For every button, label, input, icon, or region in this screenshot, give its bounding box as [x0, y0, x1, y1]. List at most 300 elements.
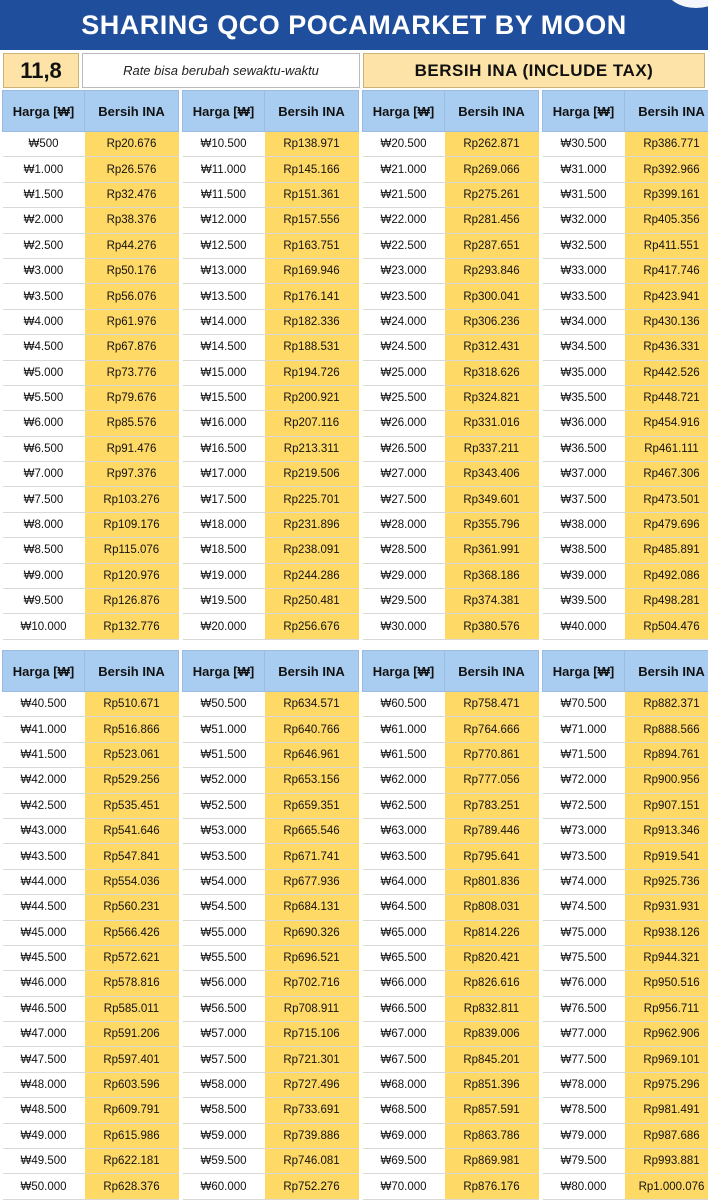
idr-column-header: Bersih INA [625, 651, 708, 692]
krw-column-header: Harga [₩] [183, 91, 265, 132]
table-row [3, 563, 179, 588]
krw-column-header: Harga [₩] [183, 651, 265, 692]
idr-price-cell: Rp733.691 [265, 1098, 359, 1123]
tax-label: BERSIH INA (INCLUDE TAX) [363, 53, 705, 88]
table-row [363, 284, 539, 309]
idr-column-header: Bersih INA [85, 91, 179, 132]
krw-price-cell: ₩29.000 [363, 563, 445, 588]
idr-price-cell: Rp250.481 [265, 589, 359, 614]
table-row [183, 768, 359, 793]
idr-price-cell: Rp188.531 [265, 335, 359, 360]
table-row [183, 335, 359, 360]
table-row [543, 920, 708, 945]
idr-price-cell: Rp690.326 [265, 920, 359, 945]
idr-price-cell: Rp103.276 [85, 487, 179, 512]
krw-price-cell: ₩48.000 [3, 1072, 85, 1097]
table-row [363, 309, 539, 334]
idr-price-cell: Rp85.576 [85, 411, 179, 436]
krw-price-cell: ₩64.500 [363, 895, 445, 920]
table-row [543, 869, 708, 894]
idr-price-cell: Rp281.456 [445, 208, 539, 233]
table-row [183, 233, 359, 258]
idr-price-cell: Rp882.371 [625, 692, 708, 717]
idr-price-cell: Rp894.761 [625, 742, 708, 767]
table-row [3, 1072, 179, 1097]
table-row [3, 132, 179, 157]
idr-price-cell: Rp115.076 [85, 538, 179, 563]
krw-price-cell: ₩14.000 [183, 309, 265, 334]
idr-price-cell: Rp411.551 [625, 233, 708, 258]
krw-price-cell: ₩36.500 [543, 436, 625, 461]
krw-price-cell: ₩40.500 [3, 692, 85, 717]
krw-price-cell: ₩17.500 [183, 487, 265, 512]
table-row [543, 1098, 708, 1123]
idr-price-cell: Rp479.696 [625, 512, 708, 537]
krw-price-cell: ₩31.500 [543, 182, 625, 207]
krw-price-cell: ₩63.000 [363, 818, 445, 843]
idr-price-cell: Rp950.516 [625, 971, 708, 996]
krw-price-cell: ₩78.500 [543, 1098, 625, 1123]
krw-price-cell: ₩50.500 [183, 692, 265, 717]
table-row [3, 768, 179, 793]
krw-price-cell: ₩41.500 [3, 742, 85, 767]
idr-price-cell: Rp900.956 [625, 768, 708, 793]
table-row [183, 793, 359, 818]
table-row [363, 132, 539, 157]
table-row [543, 436, 708, 461]
table-row [363, 945, 539, 970]
idr-price-cell: Rp79.676 [85, 385, 179, 410]
idr-price-cell: Rp572.621 [85, 945, 179, 970]
table-row [183, 309, 359, 334]
table-row [3, 920, 179, 945]
idr-price-cell: Rp770.861 [445, 742, 539, 767]
idr-price-cell: Rp337.211 [445, 436, 539, 461]
table-row [183, 132, 359, 157]
table-row [363, 589, 539, 614]
table-row [543, 284, 708, 309]
krw-price-cell: ₩4.500 [3, 335, 85, 360]
krw-price-cell: ₩79.000 [543, 1123, 625, 1148]
krw-price-cell: ₩8.500 [3, 538, 85, 563]
idr-price-cell: Rp293.846 [445, 258, 539, 283]
idr-price-cell: Rp876.176 [445, 1174, 539, 1199]
idr-price-cell: Rp640.766 [265, 717, 359, 742]
price-table [2, 650, 179, 1200]
table-row [363, 768, 539, 793]
idr-price-cell: Rp851.396 [445, 1072, 539, 1097]
krw-price-cell: ₩72.500 [543, 793, 625, 818]
krw-column-header: Harga [₩] [3, 651, 85, 692]
krw-price-cell: ₩13.000 [183, 258, 265, 283]
table-row [183, 436, 359, 461]
idr-column-header: Bersih INA [265, 91, 359, 132]
krw-price-cell: ₩48.500 [3, 1098, 85, 1123]
table-row [363, 614, 539, 639]
table-row [543, 768, 708, 793]
idr-price-cell: Rp628.376 [85, 1174, 179, 1199]
table-row [183, 411, 359, 436]
table-row [3, 309, 179, 334]
idr-price-cell: Rp684.131 [265, 895, 359, 920]
idr-price-cell: Rp504.476 [625, 614, 708, 639]
table-row [543, 182, 708, 207]
idr-price-cell: Rp746.081 [265, 1149, 359, 1174]
idr-price-cell: Rp566.426 [85, 920, 179, 945]
krw-price-cell: ₩5.500 [3, 385, 85, 410]
krw-price-cell: ₩20.000 [183, 614, 265, 639]
krw-price-cell: ₩60.500 [363, 692, 445, 717]
krw-price-cell: ₩21.000 [363, 157, 445, 182]
idr-price-cell: Rp752.276 [265, 1174, 359, 1199]
krw-price-cell: ₩26.000 [363, 411, 445, 436]
idr-price-cell: Rp615.986 [85, 1123, 179, 1148]
idr-price-cell: Rp634.571 [265, 692, 359, 717]
krw-price-cell: ₩70.500 [543, 692, 625, 717]
table-row [543, 309, 708, 334]
krw-price-cell: ₩25.000 [363, 360, 445, 385]
krw-price-cell: ₩12.500 [183, 233, 265, 258]
idr-price-cell: Rp510.671 [85, 692, 179, 717]
idr-price-cell: Rp975.296 [625, 1072, 708, 1097]
krw-price-cell: ₩53.500 [183, 844, 265, 869]
idr-price-cell: Rp145.166 [265, 157, 359, 182]
price-table [182, 90, 359, 640]
idr-price-cell: Rp863.786 [445, 1123, 539, 1148]
idr-price-cell: Rp962.906 [625, 1022, 708, 1047]
krw-price-cell: ₩49.500 [3, 1149, 85, 1174]
idr-price-cell: Rp32.476 [85, 182, 179, 207]
idr-price-cell: Rp26.576 [85, 157, 179, 182]
idr-price-cell: Rp275.261 [445, 182, 539, 207]
krw-price-cell: ₩14.500 [183, 335, 265, 360]
idr-price-cell: Rp306.236 [445, 309, 539, 334]
krw-price-cell: ₩18.500 [183, 538, 265, 563]
krw-price-cell: ₩67.000 [363, 1022, 445, 1047]
krw-price-cell: ₩76.500 [543, 996, 625, 1021]
idr-price-cell: Rp120.976 [85, 563, 179, 588]
table-row [543, 692, 708, 717]
idr-price-cell: Rp318.626 [445, 360, 539, 385]
idr-price-cell: Rp739.886 [265, 1123, 359, 1148]
krw-price-cell: ₩39.000 [543, 563, 625, 588]
krw-price-cell: ₩22.500 [363, 233, 445, 258]
page-title: SHARING QCO POCAMARKET BY MOON [0, 0, 708, 50]
krw-price-cell: ₩66.000 [363, 971, 445, 996]
table-row [3, 233, 179, 258]
krw-price-cell: ₩72.000 [543, 768, 625, 793]
table-row [363, 1149, 539, 1174]
krw-price-cell: ₩79.500 [543, 1149, 625, 1174]
krw-price-cell: ₩32.000 [543, 208, 625, 233]
table-row [3, 717, 179, 742]
krw-price-cell: ₩53.000 [183, 818, 265, 843]
krw-price-cell: ₩65.000 [363, 920, 445, 945]
idr-price-cell: Rp380.576 [445, 614, 539, 639]
krw-price-cell: ₩58.500 [183, 1098, 265, 1123]
krw-price-cell: ₩80.000 [543, 1174, 625, 1199]
table-row [543, 945, 708, 970]
table-row [363, 920, 539, 945]
table-row [3, 1123, 179, 1148]
idr-price-cell: Rp913.346 [625, 818, 708, 843]
idr-price-cell: Rp554.036 [85, 869, 179, 894]
idr-price-cell: Rp448.721 [625, 385, 708, 410]
krw-price-cell: ₩55.000 [183, 920, 265, 945]
price-table [542, 650, 708, 1200]
idr-price-cell: Rp820.421 [445, 945, 539, 970]
table-row [183, 589, 359, 614]
table-row [543, 1022, 708, 1047]
krw-price-cell: ₩42.000 [3, 768, 85, 793]
table-row [363, 742, 539, 767]
krw-price-cell: ₩57.000 [183, 1022, 265, 1047]
table-row [543, 895, 708, 920]
table-row [543, 157, 708, 182]
table-row [363, 869, 539, 894]
table-row [543, 1072, 708, 1097]
krw-price-cell: ₩75.500 [543, 945, 625, 970]
table-row [183, 1022, 359, 1047]
idr-price-cell: Rp73.776 [85, 360, 179, 385]
idr-column-header: Bersih INA [445, 91, 539, 132]
krw-price-cell: ₩45.000 [3, 920, 85, 945]
idr-price-cell: Rp646.961 [265, 742, 359, 767]
krw-price-cell: ₩2.500 [3, 233, 85, 258]
krw-price-cell: ₩71.500 [543, 742, 625, 767]
idr-price-cell: Rp430.136 [625, 309, 708, 334]
idr-price-cell: Rp50.176 [85, 258, 179, 283]
idr-price-cell: Rp523.061 [85, 742, 179, 767]
idr-price-cell: Rp138.971 [265, 132, 359, 157]
table-row [183, 1072, 359, 1097]
krw-price-cell: ₩10.000 [3, 614, 85, 639]
krw-column-header: Harga [₩] [363, 651, 445, 692]
idr-price-cell: Rp609.791 [85, 1098, 179, 1123]
table-row [543, 971, 708, 996]
krw-price-cell: ₩10.500 [183, 132, 265, 157]
idr-price-cell: Rp44.276 [85, 233, 179, 258]
idr-price-cell: Rp176.141 [265, 284, 359, 309]
krw-price-cell: ₩73.000 [543, 818, 625, 843]
krw-price-cell: ₩52.500 [183, 793, 265, 818]
idr-price-cell: Rp132.776 [85, 614, 179, 639]
krw-price-cell: ₩74.000 [543, 869, 625, 894]
table-row [183, 971, 359, 996]
table-row [183, 512, 359, 537]
idr-price-cell: Rp529.256 [85, 768, 179, 793]
table-row [183, 1047, 359, 1072]
idr-price-cell: Rp931.931 [625, 895, 708, 920]
table-row [543, 742, 708, 767]
idr-price-cell: Rp585.011 [85, 996, 179, 1021]
krw-price-cell: ₩54.500 [183, 895, 265, 920]
table-row [363, 793, 539, 818]
price-table [362, 90, 539, 640]
idr-price-cell: Rp721.301 [265, 1047, 359, 1072]
idr-price-cell: Rp194.726 [265, 360, 359, 385]
krw-price-cell: ₩15.500 [183, 385, 265, 410]
krw-price-cell: ₩59.000 [183, 1123, 265, 1148]
idr-price-cell: Rp498.281 [625, 589, 708, 614]
krw-price-cell: ₩1.000 [3, 157, 85, 182]
krw-price-cell: ₩70.000 [363, 1174, 445, 1199]
krw-price-cell: ₩16.000 [183, 411, 265, 436]
krw-price-cell: ₩33.500 [543, 284, 625, 309]
krw-price-cell: ₩23.000 [363, 258, 445, 283]
krw-price-cell: ₩77.500 [543, 1047, 625, 1072]
krw-price-cell: ₩34.500 [543, 335, 625, 360]
krw-price-cell: ₩3.500 [3, 284, 85, 309]
table-row [3, 1098, 179, 1123]
table-row [543, 563, 708, 588]
idr-price-cell: Rp213.311 [265, 436, 359, 461]
table-row [363, 208, 539, 233]
table-row [363, 233, 539, 258]
table-row [543, 360, 708, 385]
table-row [363, 538, 539, 563]
idr-price-cell: Rp696.521 [265, 945, 359, 970]
table-row [543, 512, 708, 537]
idr-price-cell: Rp622.181 [85, 1149, 179, 1174]
table-row [183, 462, 359, 487]
idr-price-cell: Rp944.321 [625, 945, 708, 970]
table-row [363, 411, 539, 436]
table-row [3, 487, 179, 512]
idr-price-cell: Rp485.891 [625, 538, 708, 563]
krw-price-cell: ₩62.000 [363, 768, 445, 793]
table-row [183, 385, 359, 410]
idr-price-cell: Rp888.566 [625, 717, 708, 742]
idr-price-cell: Rp783.251 [445, 793, 539, 818]
idr-price-cell: Rp677.936 [265, 869, 359, 894]
table-row [363, 385, 539, 410]
krw-price-cell: ₩45.500 [3, 945, 85, 970]
table-row [3, 1174, 179, 1199]
krw-price-cell: ₩73.500 [543, 844, 625, 869]
idr-price-cell: Rp163.751 [265, 233, 359, 258]
table-row [363, 1098, 539, 1123]
table-row [3, 945, 179, 970]
krw-price-cell: ₩20.500 [363, 132, 445, 157]
krw-price-cell: ₩39.500 [543, 589, 625, 614]
idr-price-cell: Rp869.981 [445, 1149, 539, 1174]
table-row [363, 563, 539, 588]
table-row [3, 614, 179, 639]
krw-price-cell: ₩77.000 [543, 1022, 625, 1047]
krw-price-cell: ₩68.500 [363, 1098, 445, 1123]
krw-price-cell: ₩51.000 [183, 717, 265, 742]
idr-price-cell: Rp151.361 [265, 182, 359, 207]
krw-price-cell: ₩16.500 [183, 436, 265, 461]
price-table [182, 650, 359, 1200]
idr-price-cell: Rp405.356 [625, 208, 708, 233]
krw-price-cell: ₩43.000 [3, 818, 85, 843]
idr-price-cell: Rp671.741 [265, 844, 359, 869]
table-row [3, 971, 179, 996]
krw-price-cell: ₩9.500 [3, 589, 85, 614]
idr-price-cell: Rp845.201 [445, 1047, 539, 1072]
krw-price-cell: ₩23.500 [363, 284, 445, 309]
krw-price-cell: ₩27.000 [363, 462, 445, 487]
krw-price-cell: ₩12.000 [183, 208, 265, 233]
table-row [3, 844, 179, 869]
table-row [183, 742, 359, 767]
table-row [3, 385, 179, 410]
idr-price-cell: Rp702.716 [265, 971, 359, 996]
krw-price-cell: ₩47.000 [3, 1022, 85, 1047]
krw-price-cell: ₩18.000 [183, 512, 265, 537]
idr-column-header: Bersih INA [85, 651, 179, 692]
krw-price-cell: ₩69.000 [363, 1123, 445, 1148]
table-row [183, 844, 359, 869]
table-row [3, 692, 179, 717]
idr-price-cell: Rp473.501 [625, 487, 708, 512]
idr-column-header: Bersih INA [265, 651, 359, 692]
krw-column-header: Harga [₩] [543, 651, 625, 692]
krw-price-cell: ₩61.500 [363, 742, 445, 767]
table-row [183, 284, 359, 309]
krw-price-cell: ₩28.000 [363, 512, 445, 537]
idr-price-cell: Rp560.231 [85, 895, 179, 920]
krw-price-cell: ₩4.000 [3, 309, 85, 334]
krw-price-cell: ₩11.000 [183, 157, 265, 182]
idr-price-cell: Rp238.091 [265, 538, 359, 563]
krw-price-cell: ₩2.000 [3, 208, 85, 233]
krw-price-cell: ₩59.500 [183, 1149, 265, 1174]
table-row [3, 1047, 179, 1072]
idr-price-cell: Rp374.381 [445, 589, 539, 614]
krw-price-cell: ₩22.000 [363, 208, 445, 233]
table-row [543, 411, 708, 436]
krw-price-cell: ₩24.500 [363, 335, 445, 360]
idr-price-cell: Rp97.376 [85, 462, 179, 487]
table-row [183, 1174, 359, 1199]
table-row [543, 538, 708, 563]
idr-price-cell: Rp38.376 [85, 208, 179, 233]
table-row [543, 233, 708, 258]
idr-price-cell: Rp808.031 [445, 895, 539, 920]
table-row [363, 844, 539, 869]
table-row [183, 895, 359, 920]
krw-price-cell: ₩29.500 [363, 589, 445, 614]
table-row [183, 157, 359, 182]
idr-column-header: Bersih INA [625, 91, 708, 132]
idr-price-cell: Rp653.156 [265, 768, 359, 793]
krw-price-cell: ₩46.000 [3, 971, 85, 996]
table-row [363, 1123, 539, 1148]
idr-price-cell: Rp938.126 [625, 920, 708, 945]
idr-price-cell: Rp665.546 [265, 818, 359, 843]
table-row [3, 335, 179, 360]
krw-price-cell: ₩78.000 [543, 1072, 625, 1097]
krw-price-cell: ₩37.500 [543, 487, 625, 512]
idr-price-cell: Rp969.101 [625, 1047, 708, 1072]
krw-price-cell: ₩44.000 [3, 869, 85, 894]
table-row [183, 614, 359, 639]
idr-price-cell: Rp91.476 [85, 436, 179, 461]
idr-price-cell: Rp331.016 [445, 411, 539, 436]
krw-price-cell: ₩1.500 [3, 182, 85, 207]
idr-price-cell: Rp801.836 [445, 869, 539, 894]
krw-price-cell: ₩54.000 [183, 869, 265, 894]
table-row [363, 360, 539, 385]
idr-price-cell: Rp300.041 [445, 284, 539, 309]
krw-price-cell: ₩57.500 [183, 1047, 265, 1072]
idr-price-cell: Rp547.841 [85, 844, 179, 869]
idr-price-cell: Rp207.116 [265, 411, 359, 436]
table-row [3, 538, 179, 563]
